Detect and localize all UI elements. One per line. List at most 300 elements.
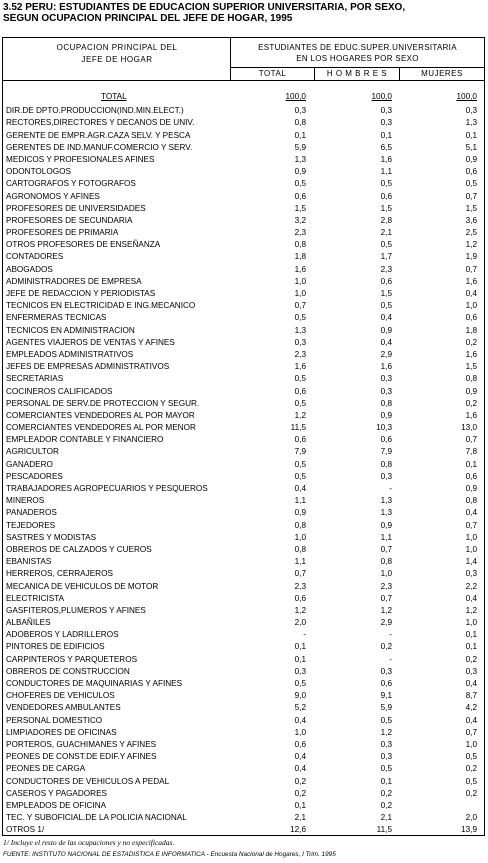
table-row — [3, 666, 484, 678]
row-men-value: 2,3 — [380, 264, 392, 274]
row-men-value: 0,2 — [380, 642, 392, 652]
row-men-value: 0,3 — [380, 386, 392, 396]
row-women-value: 1,5 — [465, 362, 477, 372]
row-total-value: 1,2 — [294, 605, 306, 615]
row-label: GERENTE DE EMPR.AGR.CAZA SELV. Y PESCA — [6, 130, 191, 140]
table-row — [3, 142, 484, 154]
table-row — [3, 581, 484, 593]
table-row — [3, 422, 484, 434]
row-label: PROFESORES DE SECUNDARIA — [6, 215, 133, 225]
row-men-value: 0,5 — [380, 301, 392, 311]
table-row — [3, 776, 484, 788]
row-women-value: 3,6 — [465, 215, 477, 225]
row-men-value: 2,1 — [380, 228, 392, 238]
row-men-value: 0,2 — [380, 788, 392, 798]
row-label: JEFES DE EMPRESAS ADMINISTRATIVOS — [6, 362, 170, 372]
table-row — [3, 702, 484, 714]
row-men-value: 2,9 — [380, 349, 392, 359]
row-label: CARTOGRAFOS Y FOTOGRAFOS — [6, 179, 136, 189]
row-total-value: 0,5 — [294, 679, 306, 688]
row-total-value: 0,8 — [294, 118, 306, 128]
table-row — [3, 654, 484, 666]
row-women-value: 8,7 — [465, 691, 477, 701]
row-label: PESCADORES — [6, 471, 63, 481]
row-women-value: 1,0 — [465, 618, 477, 628]
row-women-value: 0,7 — [465, 435, 477, 445]
row-total-value: 0,9 — [294, 167, 306, 177]
row-men-value: 2,1 — [380, 813, 392, 823]
row-label: PANADEROS — [6, 508, 57, 518]
row-men-value: 0,7 — [380, 544, 392, 554]
total-row-women: 100,0 — [456, 92, 477, 101]
row-label: TEC. Y SUBOFICIAL.DE LA POLICIA NACIONAL — [6, 813, 187, 823]
row-women-value: 13,9 — [461, 825, 477, 835]
row-total-value: 0,4 — [294, 764, 306, 774]
row-men-value: 7,9 — [380, 447, 392, 457]
row-men-value: - — [389, 654, 392, 664]
row-total-value: 0,8 — [294, 240, 306, 250]
total-row-men: 100,0 — [371, 92, 392, 101]
row-men-value: 1,6 — [380, 362, 392, 372]
row-women-value: 2,0 — [465, 813, 477, 823]
row-women-value: 0,3 — [465, 106, 477, 116]
row-women-value: 0,1 — [465, 459, 477, 469]
row-label: ODONTOLOGOS — [6, 167, 71, 177]
row-total-value: 2,1 — [294, 813, 306, 823]
header-divider — [3, 80, 484, 81]
row-men-value: 0,3 — [380, 374, 392, 384]
row-women-value: 1,0 — [465, 301, 477, 311]
row-label: RECTORES,DIRECTORES Y DECANOS DE UNIV. — [6, 118, 195, 128]
table-row — [3, 690, 484, 702]
row-label: PROFESORES DE PRIMARIA — [6, 228, 119, 238]
occupation-header-line-2: JEFE DE HOGAR — [81, 55, 153, 64]
row-label: ALBAÑILES — [6, 618, 51, 628]
row-total-value: 0,7 — [294, 569, 306, 579]
table-row — [3, 483, 484, 495]
source-note: FUENTE: INSTITUTO NACIONAL DE ESTADISTICA E INFORMATICA - Encuesta Nacional de Hogares, I Trim. 1995 — [3, 851, 336, 858]
row-label: CONDUCTORES DE VEHICULOS A PEDAL — [6, 776, 170, 786]
row-label: AGRONOMOS Y AFINES — [6, 191, 100, 201]
row-label: EMPLEADOS DE OFICINA — [6, 800, 107, 810]
row-total-value: 0,1 — [294, 654, 306, 664]
row-women-value: 0,1 — [465, 642, 477, 652]
row-men-value: 1,7 — [380, 252, 392, 262]
table-row — [3, 373, 484, 385]
table-row — [3, 520, 484, 532]
table-row — [3, 215, 484, 227]
table-row — [3, 641, 484, 653]
row-men-value: 0,6 — [380, 191, 392, 201]
row-women-value: 0,4 — [465, 679, 477, 688]
row-total-value: 0,1 — [294, 130, 306, 140]
table-row — [3, 812, 484, 824]
row-total-value: 1,0 — [294, 276, 306, 286]
row-men-value: 0,2 — [380, 800, 392, 810]
row-men-value: 0,1 — [380, 130, 392, 140]
row-women-value: 0,3 — [465, 569, 477, 579]
row-label: CONDUCTORES DE MAQUINARIAS Y AFINES — [6, 679, 183, 688]
row-total-value: 1,3 — [294, 325, 306, 335]
row-total-value: 2,3 — [294, 228, 306, 238]
row-women-value: 1,3 — [465, 118, 477, 128]
row-women-value: 1,2 — [465, 240, 477, 250]
row-label: HERREROS, CERRAJEROS — [6, 569, 113, 579]
row-total-value: 0,8 — [294, 520, 306, 530]
row-total-value: 11,5 — [290, 423, 306, 433]
row-men-value: 2,3 — [380, 581, 392, 591]
row-label: MEDICOS Y PROFESIONALES AFINES — [6, 154, 155, 164]
row-men-value: 0,3 — [380, 666, 392, 676]
row-total-value: 0,3 — [294, 106, 306, 116]
row-men-value: 0,3 — [380, 739, 392, 749]
row-label: PINTORES DE EDIFICIOS — [6, 642, 105, 652]
row-men-value: 1,1 — [380, 532, 392, 542]
table-row — [3, 495, 484, 507]
row-men-value: 0,1 — [380, 776, 392, 786]
row-total-value: 2,3 — [294, 581, 306, 591]
row-total-value: 1,2 — [294, 410, 306, 420]
table-row — [3, 264, 484, 276]
row-men-value: - — [389, 630, 392, 640]
table-row — [3, 617, 484, 629]
row-women-value: 0,1 — [465, 630, 477, 640]
table-row — [3, 715, 484, 727]
row-label: PERSONAL DE SERV.DE PROTECCION Y SEGUR. — [6, 398, 200, 408]
row-men-value: 0,4 — [380, 313, 392, 323]
row-label: ADMINISTRADORES DE EMPRESA — [6, 276, 142, 286]
row-total-value: 12,6 — [290, 825, 306, 835]
row-label: OBREROS DE CONSTRUCCION — [6, 666, 130, 676]
row-label: COMERCIANTES VENDEDORES AL POR MENOR — [6, 423, 196, 433]
row-women-value: 0,8 — [465, 496, 477, 506]
row-label: TRABAJADORES AGROPECUARIOS Y PESQUEROS — [6, 484, 208, 493]
table-row — [3, 325, 484, 337]
row-label: PORTEROS, GUACHIMANES Y AFINES — [6, 739, 157, 749]
row-label: ADOBEROS Y LADRILLEROS — [6, 630, 119, 640]
total-row-total: 100,0 — [285, 92, 306, 101]
row-label: ABOGADOS — [6, 264, 53, 274]
table-row — [3, 532, 484, 544]
title-line-2: SEGUN OCUPACION PRINCIPAL DEL JEFE DE HOGAR, 1995 — [3, 13, 293, 24]
row-men-value: 0,5 — [380, 715, 392, 725]
row-label: CARPINTEROS Y PARQUETEROS — [6, 654, 138, 664]
row-total-value: 0,2 — [294, 788, 306, 798]
row-label: EMPLEADOR CONTABLE Y FINANCIERO — [6, 435, 164, 445]
row-total-value: 0,4 — [294, 752, 306, 762]
row-label: CASEROS Y PAGADORES — [6, 788, 108, 798]
row-total-value: 0,5 — [294, 313, 306, 323]
table-row — [3, 300, 484, 312]
row-women-value: 0,2 — [465, 788, 477, 798]
row-label: LIMPIADORES DE OFICINAS — [6, 727, 117, 737]
row-total-value: 0,5 — [294, 398, 306, 408]
occupation-header — [3, 38, 231, 80]
column-header-total: TOTAL — [231, 68, 315, 80]
table-row — [3, 130, 484, 142]
row-women-value: 1,0 — [465, 739, 477, 749]
table-row — [3, 763, 484, 775]
table-row — [3, 117, 484, 129]
row-women-value: 0,9 — [465, 386, 477, 396]
row-total-value: 0,5 — [294, 459, 306, 469]
table-row — [3, 105, 484, 117]
table-row — [3, 824, 484, 836]
row-men-value: 9,1 — [380, 691, 392, 701]
table-row — [3, 227, 484, 239]
row-label: OTROS 1/ — [6, 825, 45, 835]
footnote: 1/ Incluye el resto de las ocupaciones y no especificadas. — [3, 838, 175, 847]
row-label: EMPLEADOS ADMINISTRATIVOS — [6, 349, 134, 359]
row-women-value: 0,2 — [465, 337, 477, 347]
table-row — [3, 727, 484, 739]
row-women-value: 1,6 — [465, 410, 477, 420]
row-women-value: 0,9 — [465, 154, 477, 164]
row-women-value: 4,2 — [465, 703, 477, 713]
row-total-value: 1,8 — [294, 252, 306, 262]
table-row — [3, 288, 484, 300]
row-total-value: 1,1 — [294, 496, 306, 506]
row-women-value: 1,0 — [465, 532, 477, 542]
total-row-label: TOTAL — [101, 92, 127, 101]
row-total-value: 0,8 — [294, 544, 306, 554]
row-total-value: 5,2 — [294, 703, 306, 713]
row-men-value: 0,7 — [380, 593, 392, 603]
row-women-value: 0,6 — [465, 167, 477, 177]
row-total-value: 0,3 — [294, 666, 306, 676]
row-total-value: 2,0 — [294, 618, 306, 628]
table-row — [3, 568, 484, 580]
row-men-value: 0,9 — [380, 410, 392, 420]
table-title — [3, 2, 485, 24]
row-women-value: 1,0 — [465, 544, 477, 554]
row-men-value: 5,9 — [380, 703, 392, 713]
table-row — [3, 251, 484, 263]
statistics-table — [2, 37, 485, 836]
row-total-value: 0,1 — [294, 642, 306, 652]
row-men-value: 1,2 — [380, 605, 392, 615]
table-row — [3, 178, 484, 190]
row-men-value: 10,3 — [376, 423, 392, 433]
row-women-value: 1,5 — [465, 203, 477, 213]
row-women-value: 5,1 — [465, 142, 477, 152]
row-men-value: 11,5 — [376, 825, 392, 835]
table-row — [3, 337, 484, 349]
row-label: PERSONAL DOMESTICO — [6, 715, 103, 725]
row-men-value: 0,8 — [380, 557, 392, 567]
table-row — [3, 556, 484, 568]
row-men-value: 0,5 — [380, 179, 392, 189]
table-row — [3, 386, 484, 398]
row-men-value: 1,3 — [380, 496, 392, 506]
row-women-value: 0,4 — [465, 508, 477, 518]
row-women-value: 7,8 — [465, 447, 477, 457]
row-men-value: 0,4 — [380, 337, 392, 347]
total-row — [3, 91, 484, 103]
row-women-value: 0,5 — [465, 179, 477, 189]
row-women-value: 0,9 — [465, 484, 477, 493]
row-total-value: 0,5 — [294, 471, 306, 481]
table-row — [3, 678, 484, 690]
row-total-value: 0,9 — [294, 508, 306, 518]
row-total-value: 0,6 — [294, 739, 306, 749]
table-row — [3, 788, 484, 800]
students-header-line-2: EN LOS HOGARES POR SEXO — [296, 54, 419, 63]
row-women-value: 0,4 — [465, 593, 477, 603]
table-row — [3, 434, 484, 446]
row-women-value: 0,7 — [465, 191, 477, 201]
row-men-value: 2,9 — [380, 618, 392, 628]
row-total-value: 1,6 — [294, 362, 306, 372]
row-label: OTROS PROFESORES DE ENSEÑANZA — [6, 240, 161, 250]
row-total-value: 7,9 — [294, 447, 306, 457]
row-men-value: 0,3 — [380, 118, 392, 128]
table-row — [3, 507, 484, 519]
row-men-value: - — [389, 484, 392, 493]
row-men-value: 0,6 — [380, 435, 392, 445]
row-total-value: 1,0 — [294, 532, 306, 542]
table-row — [3, 361, 484, 373]
row-label: AGENTES VIAJEROS DE VENTAS Y AFINES — [6, 337, 175, 347]
row-women-value: 2,5 — [465, 228, 477, 238]
row-label: EBANISTAS — [6, 557, 52, 567]
row-men-value: 0,3 — [380, 106, 392, 116]
column-header-women: MUJERES — [421, 69, 463, 78]
table-row — [3, 800, 484, 812]
row-total-value: 0,5 — [294, 179, 306, 189]
table-row — [3, 410, 484, 422]
row-women-value: 1,6 — [465, 349, 477, 359]
row-women-value: 1,2 — [465, 605, 477, 615]
table-row — [3, 446, 484, 458]
row-women-value: 0,4 — [465, 289, 477, 298]
row-total-value: 0,6 — [294, 386, 306, 396]
row-label: JEFE DE REDACCION Y PERIODISTAS — [6, 289, 156, 298]
row-women-value: 0,1 — [465, 130, 477, 140]
row-women-value: 1,6 — [465, 276, 477, 286]
row-men-value: 0,9 — [380, 520, 392, 530]
row-men-value: 1,2 — [380, 727, 392, 737]
table-row — [3, 544, 484, 556]
row-total-value: 0,6 — [294, 435, 306, 445]
row-men-value: 1,5 — [380, 203, 392, 213]
row-women-value: 1,9 — [465, 252, 477, 262]
row-women-value: 0,2 — [465, 764, 477, 774]
table-row — [3, 593, 484, 605]
row-men-value: 1,6 — [380, 154, 392, 164]
table-row — [3, 471, 484, 483]
table-row — [3, 629, 484, 641]
row-label: COCINEROS CALIFICADOS — [6, 386, 113, 396]
row-total-value: 1,5 — [294, 203, 306, 213]
row-men-value: 0,9 — [380, 325, 392, 335]
row-women-value: 1,8 — [465, 325, 477, 335]
row-label: SASTRES Y MODISTAS — [6, 532, 97, 542]
row-label: GANADERO — [6, 459, 53, 469]
row-label: TEJEDORES — [6, 520, 56, 530]
row-total-value: 0,6 — [294, 593, 306, 603]
row-total-value: 0,5 — [294, 374, 306, 384]
table-row — [3, 349, 484, 361]
table-row — [3, 239, 484, 251]
table-row — [3, 751, 484, 763]
row-men-value: 6,5 — [380, 142, 392, 152]
row-men-value: 1,3 — [380, 508, 392, 518]
row-total-value: - — [303, 630, 306, 640]
row-total-value: 1,0 — [294, 727, 306, 737]
table-header — [3, 38, 484, 80]
row-women-value: 0,5 — [465, 776, 477, 786]
row-total-value: 3,2 — [294, 215, 306, 225]
row-women-value: 2,2 — [465, 581, 477, 591]
row-total-value: 1,1 — [294, 557, 306, 567]
row-women-value: 0,7 — [465, 264, 477, 274]
table-row — [3, 166, 484, 178]
row-label: VENDEDORES AMBULANTES — [6, 703, 121, 713]
row-label: MINEROS — [6, 496, 45, 506]
occupation-header-line-1: OCUPACION PRINCIPAL DEL — [56, 43, 178, 52]
row-label: GASFITEROS,PLUMEROS Y AFINES — [6, 605, 146, 615]
table-row — [3, 276, 484, 288]
row-total-value: 0,2 — [294, 776, 306, 786]
students-header — [231, 38, 484, 68]
row-total-value: 5,9 — [294, 142, 306, 152]
row-women-value: 0,4 — [465, 715, 477, 725]
row-total-value: 0,7 — [294, 301, 306, 311]
row-label: GERENTES DE IND.MANUF.COMERCIO Y SERV. — [6, 142, 193, 152]
row-label: TECNICOS EN ADMINISTRACION — [6, 325, 135, 335]
row-total-value: 0,4 — [294, 484, 306, 493]
row-label: TECNICOS EN ELECTRICIDAD E ING.MECANICO — [6, 301, 196, 311]
table-row — [3, 191, 484, 203]
row-total-value: 1,0 — [294, 289, 306, 298]
row-men-value: 0,6 — [380, 679, 392, 688]
title-line-1: 3.52 PERU: ESTUDIANTES DE EDUCACION SUPERIOR UNIVERSITARIA, POR SEXO, — [3, 2, 406, 13]
row-women-value: 0,7 — [465, 727, 477, 737]
table-row — [3, 154, 484, 166]
row-label: PROFESORES DE UNIVERSIDADES — [6, 203, 146, 213]
row-women-value: 0,5 — [465, 752, 477, 762]
row-men-value: 0,3 — [380, 471, 392, 481]
row-total-value: 1,6 — [294, 264, 306, 274]
column-header-men: H O M B R E S — [315, 68, 400, 80]
row-label: OBREROS DE CALZADOS Y CUEROS — [6, 544, 152, 554]
row-women-value: 1,4 — [465, 557, 477, 567]
row-label: MECANICA DE VEHICULOS DE MOTOR — [6, 581, 159, 591]
row-label: CONTADORES — [6, 252, 64, 262]
students-header-line-1: ESTUDIANTES DE EDUC.SUPER.UNIVERSITARIA — [258, 43, 457, 52]
row-label: SECRETARIAS — [6, 374, 64, 384]
table-body — [3, 91, 484, 836]
row-label: PEONES DE CARGA — [6, 764, 86, 774]
table-row — [3, 398, 484, 410]
row-women-value: 0,7 — [465, 520, 477, 530]
row-total-value: 9,0 — [294, 691, 306, 701]
row-total-value: 0,3 — [294, 337, 306, 347]
row-women-value: 0,3 — [465, 666, 477, 676]
row-women-value: 13,0 — [461, 423, 477, 433]
row-label: AGRICULTOR — [6, 447, 59, 457]
table-row — [3, 312, 484, 324]
row-total-value: 1,3 — [294, 154, 306, 164]
row-men-value: 1,5 — [380, 289, 392, 298]
row-men-value: 2,8 — [380, 215, 392, 225]
row-total-value: 0,6 — [294, 191, 306, 201]
row-men-value: 0,3 — [380, 752, 392, 762]
row-women-value: 0,2 — [465, 654, 477, 664]
row-men-value: 1,1 — [380, 167, 392, 177]
row-label: ELECTRICISTA — [6, 593, 65, 603]
